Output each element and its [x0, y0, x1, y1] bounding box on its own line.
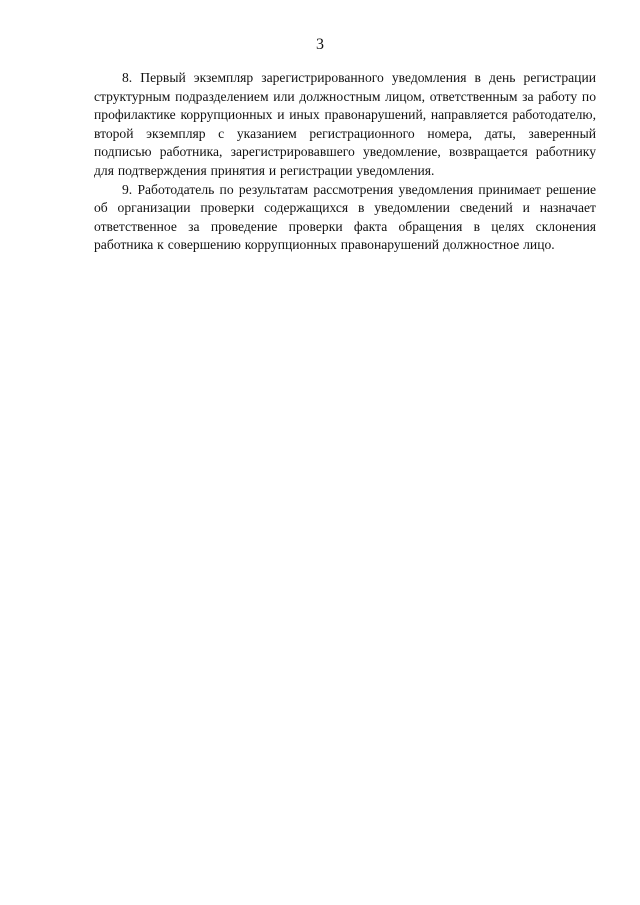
document-body — [94, 69, 596, 255]
page-number: 3 — [316, 36, 324, 53]
paragraph-9: 9. Работодатель по результатам рассмотрения уведомления принимает решение об организации проверки содержащихся в уведомлении сведений и назначает ответственное за проведение проверки факта обращения в целях склонения работника к совершению коррупционных правонарушений должностное лицо. — [94, 181, 596, 253]
paragraph-8: 8. Первый экземпляр зарегистрированного уведомления в день регистрации структурным подразделением или должностным лицом, ответственным за работу по профилактике коррупционных и иных правонарушений, направляется работодателю, второй экземпляр с указанием регистрационного номера, даты, заверенный подписью работника, зарегистрировавшего уведомление, возвращается работнику для подтверждения принятия и регистрации уведомления. — [94, 70, 596, 178]
